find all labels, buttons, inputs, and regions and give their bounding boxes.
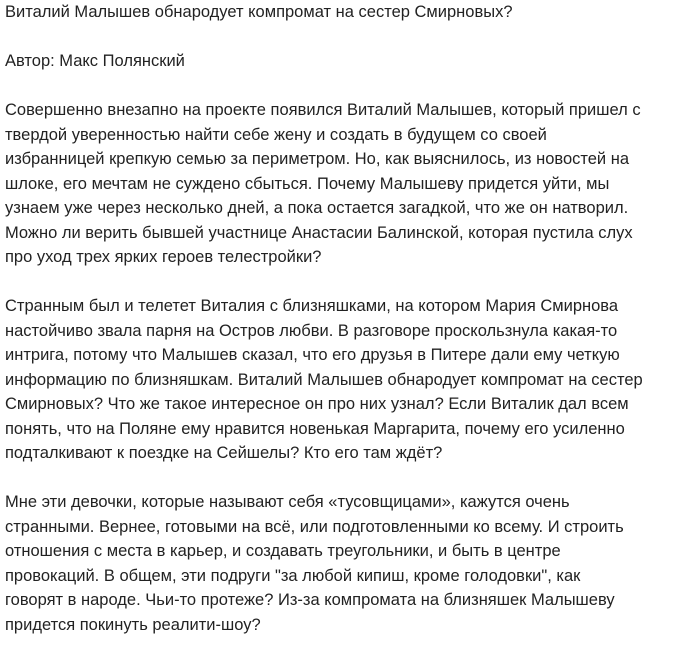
paragraph-line: Смирновых? Что же такое интересное он про них узнал? Если Виталик дал всем bbox=[5, 395, 629, 413]
paragraph-line: интрига, потому что Малышев сказал, что его друзья в Питере дали ему четкую bbox=[5, 346, 620, 364]
paragraph-line: про уход трех ярких героев телестройки? bbox=[5, 248, 322, 266]
paragraph-line: твердой уверенностью найти себе жену и создать в будущем со своей bbox=[5, 125, 547, 144]
paragraph-line: избранницей крепкую семью за периметром. Но, как выяснилось, из новостей на bbox=[5, 150, 630, 168]
paragraph-line: придется покинуть реалити-шоу? bbox=[5, 615, 261, 634]
paragraph-line: настойчиво звала парня на Остров любви. В разговоре проскользнула какая-то bbox=[5, 321, 618, 340]
paragraph-line: отношения с места в карьер, и создавать треугольники, и быть в центре bbox=[5, 542, 561, 560]
paragraph-line: говорят в народе. Чьи-то протеже? Из-за компромата на близняшек Малышеву bbox=[5, 591, 615, 609]
paragraph-line: понять, что на Поляне ему нравится новенькая Маргарита, почему его усиленно bbox=[5, 419, 625, 438]
paragraph-2 bbox=[5, 294, 699, 466]
paragraph-line: узнаем уже через несколько дней, а пока остается загадкой, что же он натворил. bbox=[5, 199, 629, 217]
paragraph-line: Совершенно внезапно на проекте появился Виталий Малышев, который пришел с bbox=[5, 101, 641, 119]
paragraph-line: Мне эти девочки, которые называют себя «тусовщицами», кажутся очень bbox=[5, 493, 570, 511]
paragraph-line: провокаций. В общем, эти подруги "за любой кипиш, кроме голодовки", как bbox=[5, 566, 581, 585]
paragraph-line: Можно ли верить бывшей участнице Анастасии Балинской, которая пустила слух bbox=[5, 223, 633, 242]
article-title: Виталий Малышев обнародует компромат на сестер Смирновых? bbox=[5, 3, 513, 21]
paragraph-3 bbox=[5, 490, 699, 637]
article-author: Автор: Макс Полянский bbox=[5, 52, 185, 70]
paragraph-line: подталкивают к поездке на Сейшелы? Кто его там ждёт? bbox=[5, 444, 443, 462]
paragraph-line: Странным был и телетет Виталия с близняшками, на котором Мария Смирнова bbox=[5, 297, 619, 315]
paragraph-line: шлоке, его мечтам не суждено сбыться. Почему Малышеву придется уйти, мы bbox=[5, 174, 610, 193]
paragraph-line: странными. Вернее, готовыми на всё, или подготовленными ко всему. И строить bbox=[5, 517, 624, 536]
paragraph-line: информацию по близняшкам. Виталий Малышев обнародует компромат на сестер bbox=[5, 370, 643, 389]
paragraph-1 bbox=[5, 98, 699, 270]
